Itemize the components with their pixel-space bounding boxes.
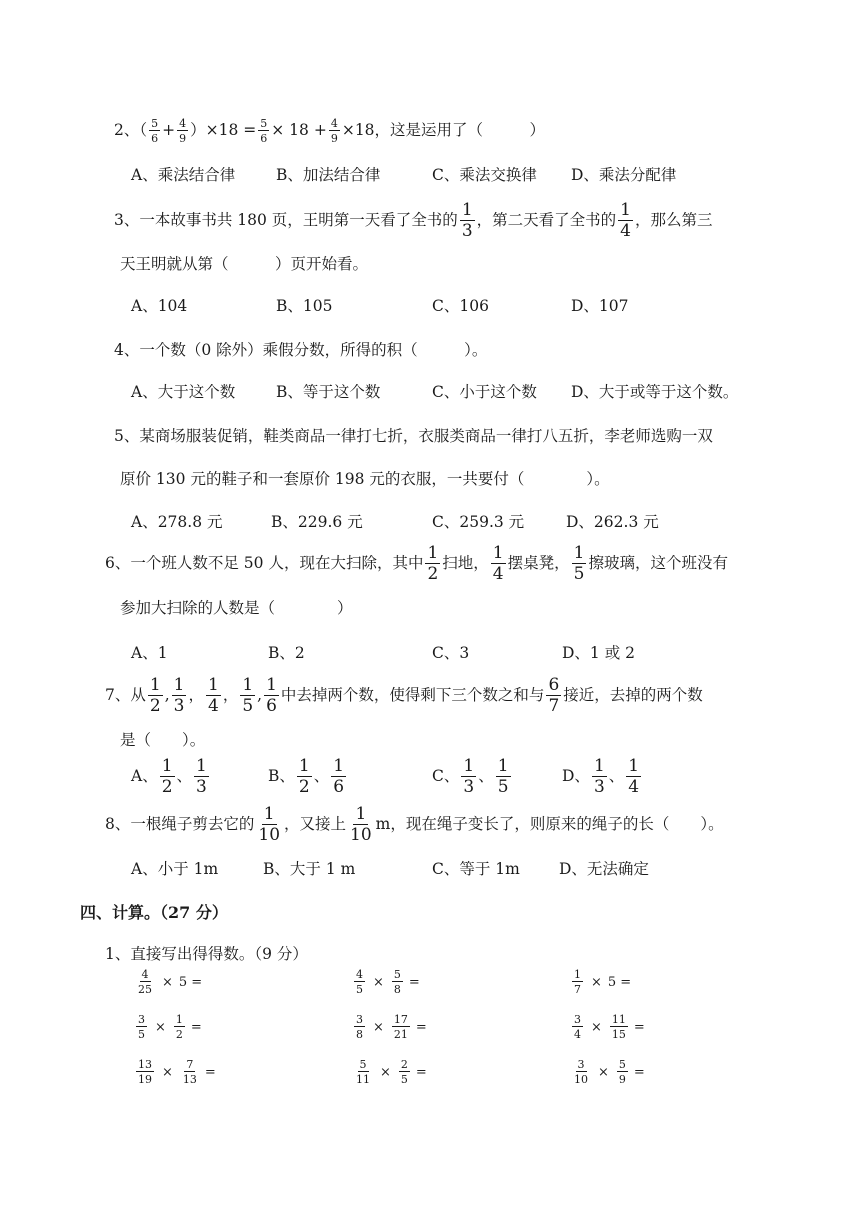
q3-option-a[interactable]: A、104 — [131, 297, 188, 315]
fraction: $\frac{3}{4}$ — [574, 1013, 581, 1041]
q3-option-c[interactable]: C、106 — [432, 297, 489, 315]
fraction: $\frac{1}{2}$ — [175, 1013, 183, 1041]
fraction: $\frac{1}{4}$ — [620, 200, 631, 241]
q4-option-c[interactable]: C、小于这个数 — [432, 383, 537, 401]
q4-line: 4、一个数（0 除外）乘假分数，所得的积（ ）。 — [114, 341, 488, 359]
q2-option-b[interactable]: B、加法结合律 — [276, 166, 381, 184]
fraction: $\frac{1}{7}$ — [574, 968, 581, 996]
q8-line: 8、一根绳子剪去它的 $\frac{1}{10}$ ，又接上 $\frac{1}{10}$ m，现在绳子变长了，则原来的绳子的长（ ）。 — [105, 804, 724, 845]
q5-option-d[interactable]: D、262.3 元 — [566, 513, 659, 531]
q3-option-d[interactable]: D、107 — [571, 297, 629, 315]
q6-option-c[interactable]: C、3 — [432, 644, 470, 662]
q6-option-a[interactable]: A、1 — [131, 644, 168, 662]
fraction: $\frac{1}{4}$ — [207, 675, 219, 716]
fraction: $\frac{1}{3}$ — [173, 675, 185, 716]
fraction: $\frac{3}{5}$ — [138, 1013, 145, 1041]
fraction: $\frac{1}{4}$ — [492, 543, 504, 584]
q4-option-b[interactable]: B、等于这个数 — [276, 383, 381, 401]
fraction: $\frac{1}{2}$ — [161, 756, 173, 797]
calc-item: $\frac{1}{7}$ × 5 = — [574, 968, 632, 996]
calc-item: $\frac{13}{19}$ × $\frac{7}{13}$ = — [138, 1058, 216, 1086]
q8-option-d[interactable]: D、无法确定 — [559, 860, 649, 878]
fraction: $\frac{1}{5}$ — [242, 675, 254, 716]
fraction: $\frac{1}{10}$ — [350, 804, 372, 845]
q2-option-c[interactable]: C、乘法交换律 — [432, 166, 537, 184]
fraction: $\frac{1}{6}$ — [266, 675, 277, 716]
q3-option-b[interactable]: B、105 — [276, 297, 333, 315]
q8-option-a[interactable]: A、小于 1m — [131, 860, 219, 878]
fraction: $\frac{11}{15}$ — [611, 1013, 626, 1041]
q6-option-b[interactable]: B、2 — [268, 644, 305, 662]
fraction: $\frac{5}{6}$ — [260, 117, 268, 145]
fraction: $\frac{7}{13}$ — [182, 1058, 197, 1086]
calc-item: $\frac{4}{5}$ × $\frac{5}{8}$ = — [356, 968, 420, 996]
q7-option-a[interactable]: A、 $\frac{1}{2}$ 、 $\frac{1}{3}$ — [131, 756, 207, 797]
q4-option-d[interactable]: D、大于或等于这个数。 — [571, 383, 739, 401]
q3-line-1: 3、一本故事书共 180 页，王明第一天看了全书的 $\frac{1}{3}$ ，第二天看了全书的 $\frac{1}{4}$ ，那么第三 — [114, 200, 713, 241]
fraction: $\frac{3}{8}$ — [356, 1013, 363, 1041]
q5-option-a[interactable]: A、278.8 元 — [131, 513, 223, 531]
calc-item: $\frac{4}{25}$ × 5 = — [138, 968, 203, 996]
q7-option-d[interactable]: D、 $\frac{1}{3}$ 、 $\frac{1}{4}$ — [562, 756, 640, 797]
fraction: $\frac{2}{5}$ — [400, 1058, 408, 1086]
fraction: $\frac{5}{6}$ — [151, 117, 159, 145]
q2-option-a[interactable]: A、乘法结合律 — [131, 166, 236, 184]
q8-option-b[interactable]: B、大于 1 m — [263, 860, 356, 878]
fraction: $\frac{13}{19}$ — [138, 1058, 152, 1086]
q6-line-2: 参加大扫除的人数是（ ） — [120, 599, 353, 617]
fraction: $\frac{6}{7}$ — [548, 675, 560, 716]
fraction: $\frac{1}{4}$ — [628, 756, 640, 797]
q8-option-c[interactable]: C、等于 1m — [432, 860, 520, 878]
calc-item: $\frac{5}{11}$ × $\frac{2}{5}$ = — [356, 1058, 427, 1086]
fraction: $\frac{4}{9}$ — [179, 117, 187, 145]
fraction: $\frac{17}{21}$ — [393, 1013, 408, 1041]
fraction: $\frac{1}{2}$ — [298, 756, 310, 797]
fraction: $\frac{4}{9}$ — [330, 117, 338, 145]
fraction: $\frac{1}{3}$ — [461, 200, 473, 241]
calc-item: $\frac{3}{4}$ × $\frac{11}{15}$ = — [574, 1013, 645, 1041]
q6-option-d[interactable]: D、1 或 2 — [562, 644, 636, 662]
fraction: $\frac{1}{3}$ — [593, 756, 605, 797]
q5-line-2: 原价 130 元的鞋子和一套原价 198 元的衣服，一共要付（ ）。 — [120, 470, 610, 488]
q4-option-a[interactable]: A、大于这个数 — [131, 383, 236, 401]
fraction: $\frac{5}{11}$ — [356, 1058, 370, 1086]
q2-number: 2、 — [114, 121, 140, 139]
q2-line: 2、（ $\frac{5}{6}$ + $\frac{4}{9}$ ）×18 = $\frac{5}{6}$ × 18 + $\frac{4}{9}$ ×18，这是运用了（ ） — [114, 117, 546, 145]
q2-option-d[interactable]: D、乘法分配律 — [571, 166, 677, 184]
fraction: $\frac{1}{3}$ — [196, 756, 207, 797]
calc-item: $\frac{3}{5}$ × $\frac{1}{2}$ = — [138, 1013, 202, 1041]
q3-line-2: 天王明就从第（ ）页开始看。 — [120, 255, 369, 273]
fraction: $\frac{1}{6}$ — [333, 756, 345, 797]
q6-line-1: 6、一个班人数不足 50 人，现在大扫除，其中 $\frac{1}{2}$ 扫地， $\frac{1}{4}$ 摆桌凳， $\frac{1}{5}$ 擦玻璃，这个班没有 — [105, 543, 728, 584]
calc-item: $\frac{3}{8}$ × $\frac{17}{21}$ = — [356, 1013, 427, 1041]
fraction: $\frac{5}{8}$ — [393, 968, 401, 996]
fraction: $\frac{1}{2}$ — [427, 543, 439, 584]
fraction: $\frac{4}{25}$ — [138, 968, 152, 996]
fraction: $\frac{1}{3}$ — [463, 756, 475, 797]
fraction: $\frac{1}{5}$ — [573, 543, 585, 584]
q7-option-b[interactable]: B、 $\frac{1}{2}$ 、 $\frac{1}{6}$ — [268, 756, 345, 797]
subsection-title: 1、直接写出得得数。（9 分） — [105, 945, 308, 963]
q7-line-1: 7、从 $\frac{1}{2}$ , $\frac{1}{3}$ ， $\frac{1}{4}$ ， $\frac{1}{5}$ , $\frac{1}{6}$ 中去掉两个数，使得剩下三个数之和与 $\frac{6}{7}$ 接近，去掉的两个数 — [105, 675, 703, 716]
calc-item: $\frac{3}{10}$ × $\frac{5}{9}$ = — [574, 1058, 645, 1086]
fraction: $\frac{3}{10}$ — [574, 1058, 588, 1086]
fraction: $\frac{4}{5}$ — [356, 968, 363, 996]
q5-line-1: 5、某商场服装促销，鞋类商品一律打七折，衣服类商品一律打八五折，李老师选购一双 — [114, 427, 713, 445]
fraction: $\frac{1}{5}$ — [497, 756, 509, 797]
fraction: $\frac{5}{9}$ — [618, 1058, 626, 1086]
q5-option-b[interactable]: B、229.6 元 — [271, 513, 363, 531]
fraction: $\frac{1}{10}$ — [258, 804, 281, 845]
section-heading: 四、计算。（27 分） — [80, 903, 228, 922]
q7-line-2: 是（ ）。 — [120, 731, 206, 749]
q7-option-c[interactable]: C、 $\frac{1}{3}$ 、 $\frac{1}{5}$ — [432, 756, 509, 797]
fraction: $\frac{1}{2}$ — [149, 675, 161, 716]
q5-option-c[interactable]: C、259.3 元 — [432, 513, 525, 531]
